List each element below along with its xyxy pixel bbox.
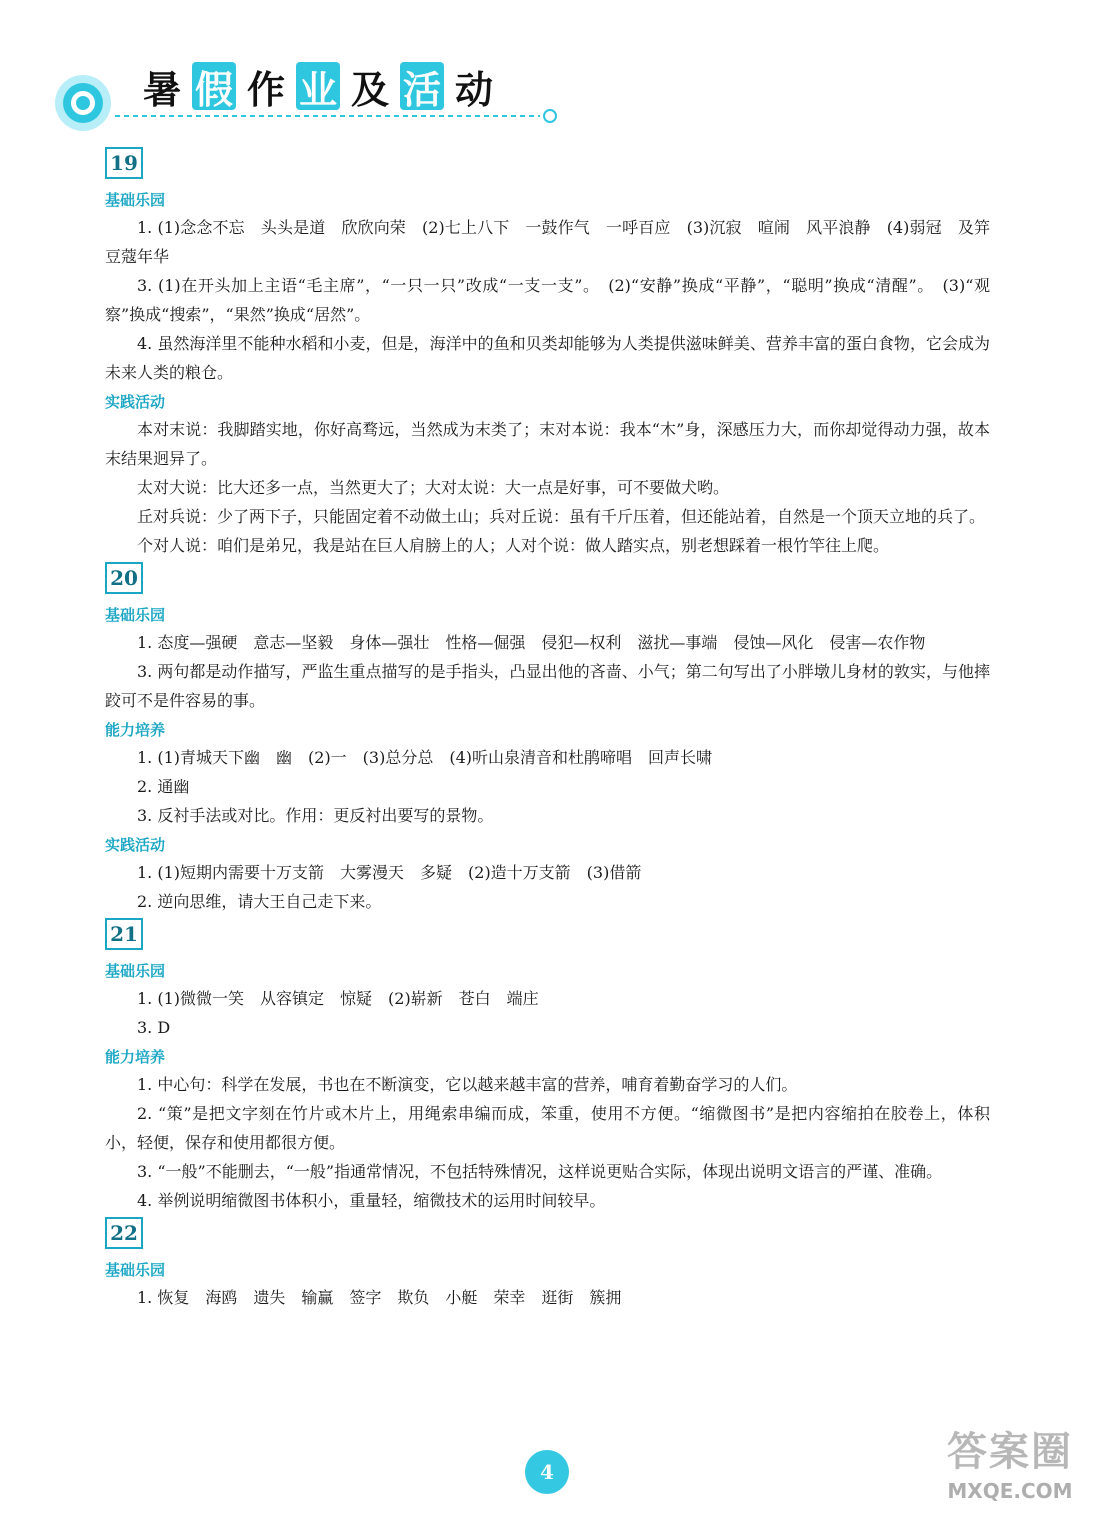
answer-paragraph: 3. (1)在开头加上主语“毛主席”，“一只一只”改成“一支一支”。 (2)“安静”换成“平静”，“聪明”换成“清醒”。 (3)“观察”换成“搜索”，“果然”换成“居然”。 xyxy=(105,276,990,324)
answer-content xyxy=(105,145,1007,1312)
answer-paragraph: 3. 两句都是动作描写，严监生重点描写的是手指头，凸显出他的吝啬、小气；第二句写出了小胖墩儿身材的敦实，与他摔跤可不是件容易的事。 xyxy=(105,662,990,710)
answer-paragraph: 1. (1)短期内需要十万支箭 大雾漫天 多疑 (2)造十万支箭 (3)借箭 xyxy=(137,863,642,882)
title-char-highlight: 假 xyxy=(192,62,236,110)
answer-paragraph: 太对大说：比大还多一点，当然更大了；大对太说：大一点是好事，可不要做犬哟。 xyxy=(137,478,730,497)
watermark-logo xyxy=(930,1420,1090,1530)
section-22 xyxy=(105,1215,990,1312)
answer-paragraph: 4. 虽然海洋里不能种水稻和小麦，但是，海洋中的鱼和贝类却能够为人类提供滋味鲜美、营养丰富的蛋白食物，它会成为未来人类的粮仓。 xyxy=(105,334,990,382)
answer-paragraph: 1. (1)微微一笑 从容镇定 惊疑 (2)崭新 苍白 端庄 xyxy=(137,989,539,1008)
answer-paragraph: 个对人说：咱们是弟兄，我是站在巨人肩膀上的人；人对个说：做人踏实点，别老想踩着一根竹竿往上爬。 xyxy=(137,536,890,555)
section-21 xyxy=(105,916,990,1215)
group-heading: 能力培养 xyxy=(105,1048,166,1066)
section-20 xyxy=(105,560,990,916)
group-heading: 能力培养 xyxy=(105,721,166,739)
answer-paragraph: 1. 中心句：科学在发展，书也在不断演变，它以越来越丰富的营养，哺育着勤奋学习的人们。 xyxy=(137,1075,798,1094)
group-heading: 基础乐园 xyxy=(105,606,166,624)
answer-paragraph: 3. “一般”不能删去，“一般”指通常情况，不包括特殊情况，这样说更贴合实际，体现出说明文语言的严谨、准确。 xyxy=(137,1162,943,1181)
title-char-highlight: 业 xyxy=(296,62,340,110)
answer-paragraph: 1. 态度—强硬 意志—坚毅 身体—强壮 性格—倔强 侵犯—权利 滋扰—事端 侵蚀—风化 侵害—农作物 xyxy=(137,633,926,652)
title-char: 暑 xyxy=(142,67,181,112)
title-char: 及 xyxy=(350,67,389,112)
answer-paragraph: 丘对兵说：少了两下子，只能固定着不动做土山；兵对丘说：虽有千斤压着，但还能站着，自然是一个顶天立地的兵了。 xyxy=(137,507,986,526)
section-number-badge: 22 xyxy=(105,1217,143,1249)
header-title xyxy=(140,62,496,110)
answer-paragraph: 本对末说：我脚踏实地，你好高骛远，当然成为末类了；末对本说：我本“木”身，深感压力大，而你却觉得动力强，故本末结果迥异了。 xyxy=(105,420,990,468)
group-heading: 实践活动 xyxy=(105,393,166,411)
answer-paragraph: 2. “策”是把文字刻在竹片或木片上，用绳索串编而成，笨重，使用不方便。“缩微图书”是把内容缩拍在胶卷上，体积小，轻便，保存和使用都很方便。 xyxy=(105,1104,990,1152)
section-number-badge: 21 xyxy=(105,918,143,950)
title-char: 动 xyxy=(454,67,493,112)
group-heading: 实践活动 xyxy=(105,836,166,854)
section-number-badge: 20 xyxy=(105,562,143,594)
page-number: 4 xyxy=(525,1450,569,1494)
title-char: 作 xyxy=(246,67,285,112)
section-19 xyxy=(105,145,1007,560)
group-heading: 基础乐园 xyxy=(105,1261,166,1279)
answer-paragraph: 3. 反衬手法或对比。作用：更反衬出要写的景物。 xyxy=(137,806,494,825)
group-heading: 基础乐园 xyxy=(105,962,166,980)
answer-paragraph: 4. 举例说明缩微图书体积小，重量轻，缩微技术的运用时间较早。 xyxy=(137,1191,606,1210)
dashed-line-end-icon xyxy=(544,110,556,122)
group-heading: 基础乐园 xyxy=(105,191,166,209)
watermark-line1: 答案圈 xyxy=(947,1429,1073,1475)
title-char-highlight: 活 xyxy=(400,62,444,110)
answer-paragraph: 1. 恢复 海鸥 遗失 输赢 签字 欺负 小艇 荣幸 逛街 簇拥 xyxy=(137,1288,622,1307)
answer-paragraph: 2. 逆向思维，请大王自己走下来。 xyxy=(137,892,382,911)
watermark-line2: MXQE.COM xyxy=(947,1479,1073,1503)
page-header xyxy=(0,0,1095,140)
answer-paragraph: 1. (1)青城天下幽 幽 (2)一 (3)总分总 (4)听山泉清音和杜鹃啼唱 回声长啸 xyxy=(137,748,713,767)
answer-paragraph: 1. (1)念念不忘 头头是道 欣欣向荣 (2)七上八下 一鼓作气 一呼百应 (3)沉寂 喧闹 风平浪静 (4)弱冠 及笄 豆蔻年华 xyxy=(105,218,1007,266)
target-icon-core xyxy=(76,96,90,110)
section-number-badge: 19 xyxy=(105,147,143,179)
answer-paragraph: 2. 通幽 xyxy=(137,777,190,796)
answer-paragraph: 3. D xyxy=(137,1018,171,1037)
